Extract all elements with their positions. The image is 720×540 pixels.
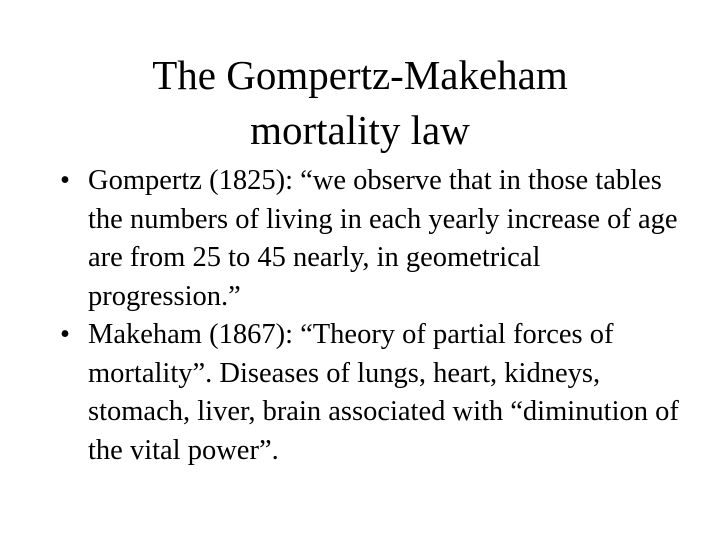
bullet-marker-icon: •: [60, 165, 70, 196]
bullet-makeham: [60, 316, 700, 470]
bullet-gompertz: [60, 162, 700, 316]
bullet-list: [60, 162, 700, 470]
slide-title: [60, 48, 660, 158]
bullet-text-makeham: Makeham (1867): “Theory of partial forces of mortality”. Diseases of lungs, heart, kidneys, stomach, liver, brain associated with “diminution of the vital power”.: [88, 319, 679, 466]
bullet-text-gompertz: Gompertz (1825): “we observe that in those tables the numbers of living in each yearly increase of age are from 25 to 45 nearly, in geometrical progression.”: [88, 165, 678, 312]
slide-title-line-2: mortality law: [250, 107, 470, 153]
bullet-marker-icon: •: [60, 319, 70, 350]
slide-title-line-1: The Gompertz-Makeham: [152, 52, 568, 98]
